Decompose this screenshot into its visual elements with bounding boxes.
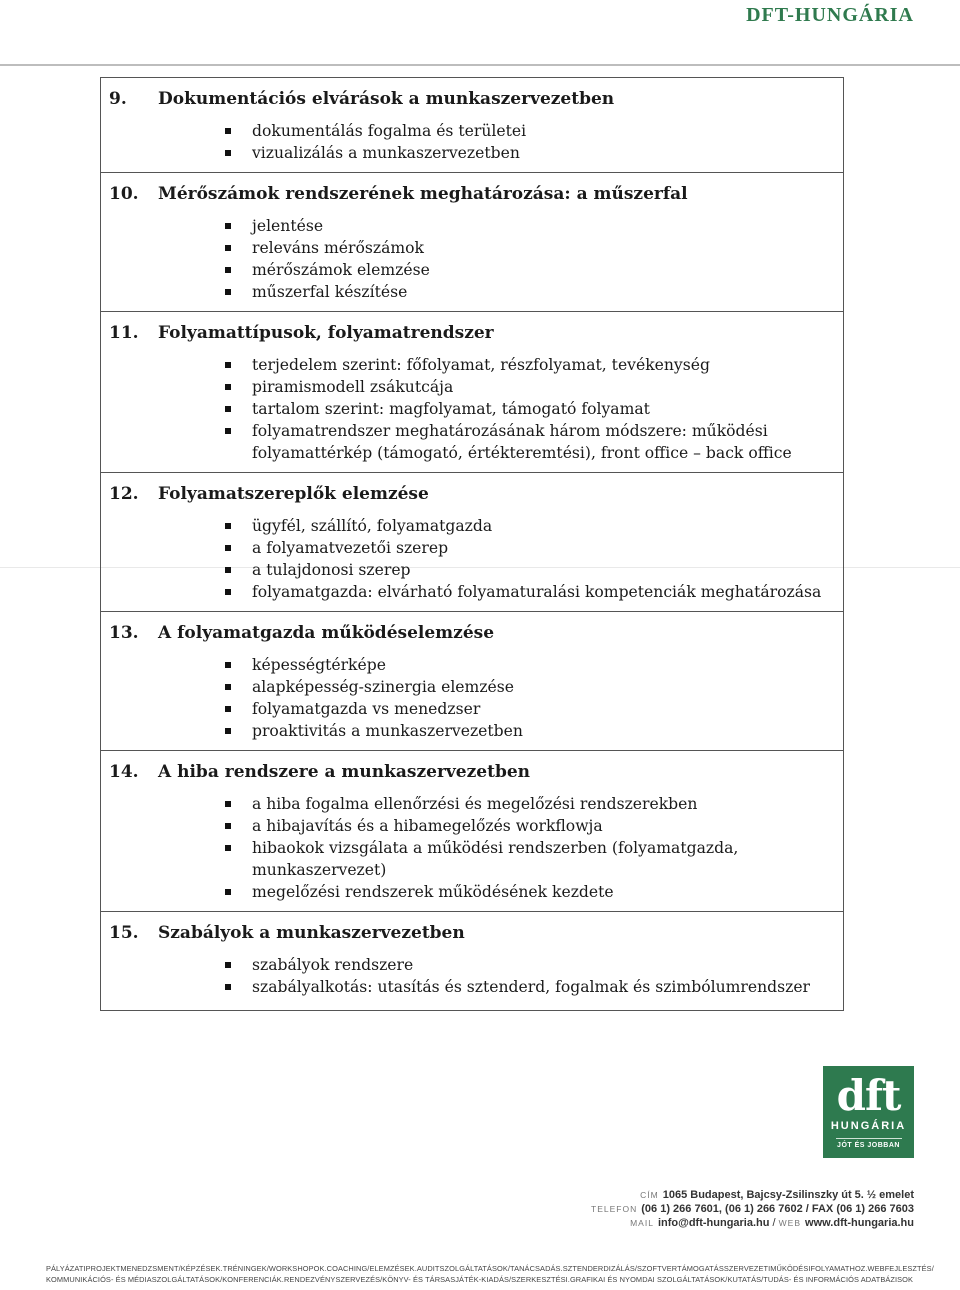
list-item: dokumentálás fogalma és területei (221, 120, 843, 142)
logo-subtitle: HUNGÁRIA (830, 1120, 907, 1132)
section-title: A hiba rendszere a munkaszervezetben (158, 762, 531, 782)
section (101, 912, 843, 1010)
section (101, 612, 843, 751)
footer-line-2: KOMMUNIKÁCIÓS- ÉS MÉDIASZOLGÁLTATÁSOK/KONFERENCIÁK.RENDEZVÉNYSZERVEZÉS/KÖNYV- ÉS TÁRSASJÁTÉK-KIADÁS/SZERKESZTÉSI.GRAFIKAI ÉS NYOMDAI SZOLGÁLTATÁSOK/KUTATÁS/TUDÁS- ÉS INFORMÁCIÓS ADATBÁZISOK (46, 1275, 914, 1284)
section-number: 15. (109, 923, 139, 943)
section-heading (101, 183, 843, 205)
section-heading (101, 922, 843, 944)
section-number: 10. (109, 184, 139, 204)
bullet-list (101, 654, 843, 742)
curriculum-table (100, 77, 844, 1011)
section-title: A folyamatgazda működéselemzése (158, 623, 495, 643)
section-heading (101, 483, 843, 505)
section-title: Mérőszámok rendszerének meghatározása: a műszerfal (158, 184, 688, 204)
phone-value: (06 1) 266 7601, (06 1) 266 7602 / FAX (06 1) 266 7603 (641, 1203, 914, 1215)
list-item: folyamatgazda: elvárható folyamaturalási kompetenciák meghatározása (221, 581, 843, 603)
list-item: műszerfal készítése (221, 281, 843, 303)
web-label: WEB (778, 1218, 802, 1228)
section (101, 312, 843, 473)
list-item: alapképesség-szinergia elemzése (221, 676, 843, 698)
list-item: ügyfél, szállító, folyamatgazda (221, 515, 843, 537)
list-item: a hiba fogalma ellenőrzési és megelőzési rendszerekben (221, 793, 843, 815)
section-heading (101, 322, 843, 344)
contact-block (591, 1188, 914, 1230)
footer-line-1: PÁLYÁZATIPROJEKTMENEDZSMENT/KÉPZÉSEK.TRÉNINGEK/WORKSHOPOK.COACHING/ELEMZÉSEK.AUDITSZOLGÁLTATÁSOK/TANÁCSADÁS.SZTENDERDIZÁLÁS/SZOFTVERTÁMOGATÁSSZERVEZETIMŰKÖDÉSIFOLYAMATHOZ.WEBFEJLESZTÉS/ (46, 1264, 934, 1273)
section-heading (101, 622, 843, 644)
section-title: Folyamatszereplők elemzése (158, 484, 429, 504)
section (101, 473, 843, 612)
list-item: a tulajdonosi szerep (221, 559, 843, 581)
list-item: a folyamatvezetői szerep (221, 537, 843, 559)
section (101, 173, 843, 312)
bullet-list (101, 215, 843, 303)
list-item: szabályalkotás: utasítás és sztenderd, fogalmak és szimbólumrendszer (221, 976, 843, 998)
section (101, 78, 843, 173)
list-item: vizualizálás a munkaszervezetben (221, 142, 843, 164)
list-item: releváns mérőszámok (221, 237, 843, 259)
web-link[interactable]: www.dft-hungaria.hu (805, 1217, 914, 1229)
phone-label: TELEFON (591, 1204, 638, 1214)
address-value: 1065 Budapest, Bajcsy-Zsilinszky út 5. ½ emelet (662, 1189, 914, 1201)
logo-divider (836, 1138, 902, 1139)
list-item: tartalom szerint: magfolyamat, támogató folyamat (221, 398, 843, 420)
list-item: mérőszámok elemzése (221, 259, 843, 281)
brand-header: DFT-HUNGÁRIA (746, 4, 914, 26)
section-title: Folyamattípusok, folyamatrendszer (158, 323, 494, 343)
section-number: 9. (109, 89, 127, 109)
mail-link[interactable]: info@dft-hungaria.hu (657, 1217, 770, 1229)
phone-line (591, 1202, 914, 1216)
footer-services (46, 1263, 934, 1285)
bullet-list (101, 354, 843, 464)
section-number: 14. (109, 762, 139, 782)
logo-wordmark: dft (836, 1071, 901, 1120)
list-item: folyamatgazda vs menedzser (221, 698, 843, 720)
bullet-list (101, 515, 843, 603)
section-number: 13. (109, 623, 139, 643)
dft-logo (823, 1066, 914, 1158)
list-item: jelentése (221, 215, 843, 237)
section (101, 751, 843, 912)
mail-label: MAIL (630, 1218, 654, 1228)
section-heading (101, 761, 843, 783)
list-item: piramismodell zsákutcája (221, 376, 843, 398)
list-item: szabályok rendszere (221, 954, 843, 976)
section-number: 11. (109, 323, 139, 343)
mail-line: MAIL info@dft-hungaria.hu / WEB www.dft-hungaria.hu (630, 1217, 914, 1229)
section-title: Szabályok a munkaszervezetben (158, 923, 465, 943)
header-rule (0, 64, 960, 66)
list-item: proaktivitás a munkaszervezetben (221, 720, 843, 742)
list-item: hibaokok vizsgálata a működési rendszerben (folyamatgazda, munkaszervezet) (221, 837, 843, 881)
list-item: terjedelem szerint: főfolyamat, részfolyamat, tevékenység (221, 354, 843, 376)
bullet-list (101, 120, 843, 164)
logo-slogan: JÓT ÉS JOBBAN (837, 1142, 900, 1149)
list-item: megelőzési rendszerek működésének kezdete (221, 881, 843, 903)
section-heading (101, 88, 843, 110)
section-number: 12. (109, 484, 139, 504)
bullet-list (101, 954, 843, 998)
list-item: képességtérképe (221, 654, 843, 676)
bullet-list (101, 793, 843, 903)
address-line (591, 1188, 914, 1202)
list-item: folyamatrendszer meghatározásának három módszere: működési folyamattérkép (támogató, értékteremtési), front office – back office (221, 420, 843, 464)
list-item: a hibajavítás és a hibamegelőzés workflowja (221, 815, 843, 837)
address-label: CÍM (640, 1190, 659, 1200)
section-title: Dokumentációs elvárások a munkaszervezetben (158, 89, 615, 109)
